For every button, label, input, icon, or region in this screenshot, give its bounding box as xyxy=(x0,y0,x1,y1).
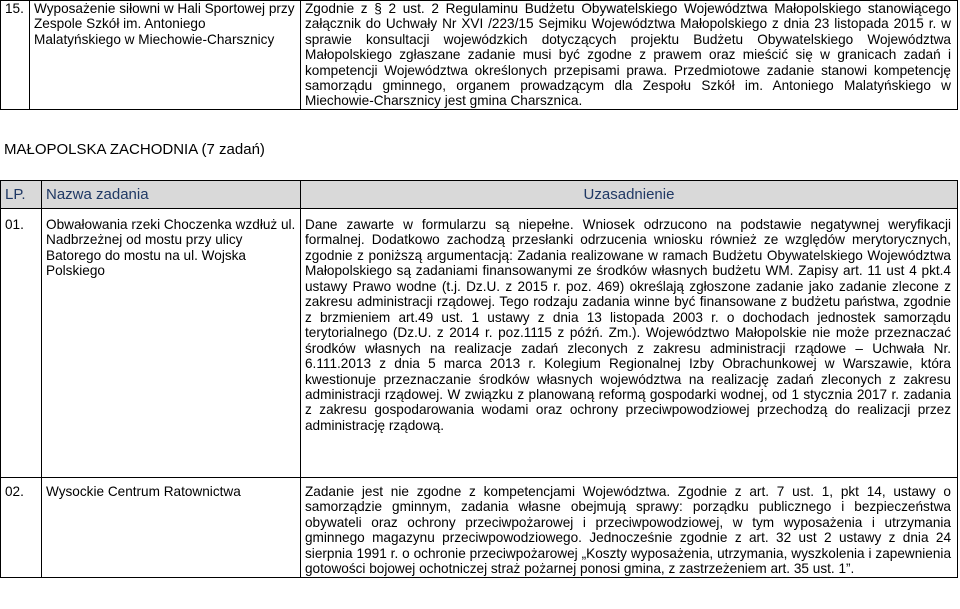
table-row xyxy=(1,478,958,578)
task-number: 15. xyxy=(1,1,30,110)
region-title: MAŁOPOLSKA ZACHODNIA (7 zadań) xyxy=(4,141,265,158)
table-header xyxy=(1,181,958,209)
header-justification: Uzasadnienie xyxy=(301,181,958,209)
task-justification: Zadanie jest nie zgodne z kompetencjami Województwa. Zgodnie z art. 7 ust. 1, pkt 14, ustawy o samorządzie gminnym, zadania własne obejmują sprawy: porządku publicznego i bezpieczeństwa obywateli oraz ochrony przeciwpożarowej i przeciwpowodziowej, w tym wyposażenia i utrzymania gminnego magazynu przeciwpowodziowego. Jednocześnie zgodnie z art. 32 ust 2 ustawy z dnia 24 sierpnia 1991 r. o ochronie przeciwpożarowej „Koszty wyposażenia, utrzymania, wyszkolenia i zapewnienia gotowości bojowej ochotniczej straż pożarnej ponosi gmina, z zastrzeżeniem art. 35 ust. 1”. xyxy=(301,478,958,578)
table-row xyxy=(1,1,958,110)
task-name: Wysockie Centrum Ratownictwa xyxy=(42,478,301,578)
table-row xyxy=(1,209,958,478)
header-task-name: Nazwa zadania xyxy=(42,181,301,209)
task-number: 02. xyxy=(1,478,42,578)
header-lp: LP. xyxy=(1,181,42,209)
task-name: Wyposażenie siłowni w Hali Sportowej przy Zespole Szkół im. Antoniego Malatyńskiego w Miechowie-Charsznicy xyxy=(30,1,301,110)
task-number: 01. xyxy=(1,209,42,478)
tasks-table xyxy=(0,180,958,578)
previous-region-table xyxy=(0,0,958,110)
task-name: Obwałowania rzeki Choczenka wzdłuż ul. Nadbrzeżnej od mostu przy ulicy Batorego do mostu na ul. Wojska Polskiego xyxy=(42,209,301,478)
task-justification: Zgodnie z § 2 ust. 2 Regulaminu Budżetu Obywatelskiego Województwa Małopolskiego stanowiącego załącznik do Uchwały Nr XVI /223/15 Sejmiku Województwa Małopolskiego z dnia 23 listopada 2015 r. w sprawie konsultacji wojewódzkich dotyczących projektu Budżetu Obywatelskiego Województwa Małopolskiego zgłaszane zadanie musi być zgodne z prawem oraz mieścić się w granicach zadań i kompetencji Województwa określonych przepisami prawa. Przedmiotowe zadanie stanowi kompetencję samorządu gminnego, organem prowadzącym dla Zespołu Szkół im. Antoniego Malatyńskiego w Miechowie-Charsznicy jest gmina Charsznica. xyxy=(301,1,958,110)
task-justification: Dane zawarte w formularzu są niepełne. Wniosek odrzucono na podstawie negatywnej weryfikacji formalnej. Dodatkowo zachodzą przesłanki odrzucenia wniosku również ze względów merytorycznych, zgodnie z poniższą argumentacją: Zadania realizowane w ramach Budżetu Obywatelskiego Województwa Małopolskiego są zadaniami finansowanymi ze środków własnych budżetu WM. Zapisy art. 11 ust 4 pkt.4 ustawy Prawo wodne (t.j. Dz.U. z 2015 r. poz. 469) określają zgłoszone zadanie jako zadanie zlecone z zakresu administracji rządowej. Tego rodzaju zadania winne być finansowane z budżetu państwa, zgodnie z brzmieniem art.49 ust. 1 ustawy z dnia 13 listopada 2003 r. o dochodach jednostek samorządu terytorialnego (Dz.U. z 2014 r. poz.1115 z późń. Zm.). Województwo Małopolskie nie może przeznaczać środków własnych na realizacje zadań zleconych z zakresu administracji rządowe – Uchwała Nr. 6.111.2013 z dnia 5 marca 2013 r. Kolegium Regionalnej Izby Obrachunkowej w Warszawie, która kwestionuje przeznaczanie środków własnych województwa na realizację zadań zleconych z zakresu administracji rządowej. W związku z planowaną reformą gospodarki wodnej, od 1 stycznia 2017 r. zadania z zakresu gospodarowania wodami oraz ochrony przeciwpowodziowej przechodzą do realizacji przez administrację rządową. xyxy=(301,209,958,478)
